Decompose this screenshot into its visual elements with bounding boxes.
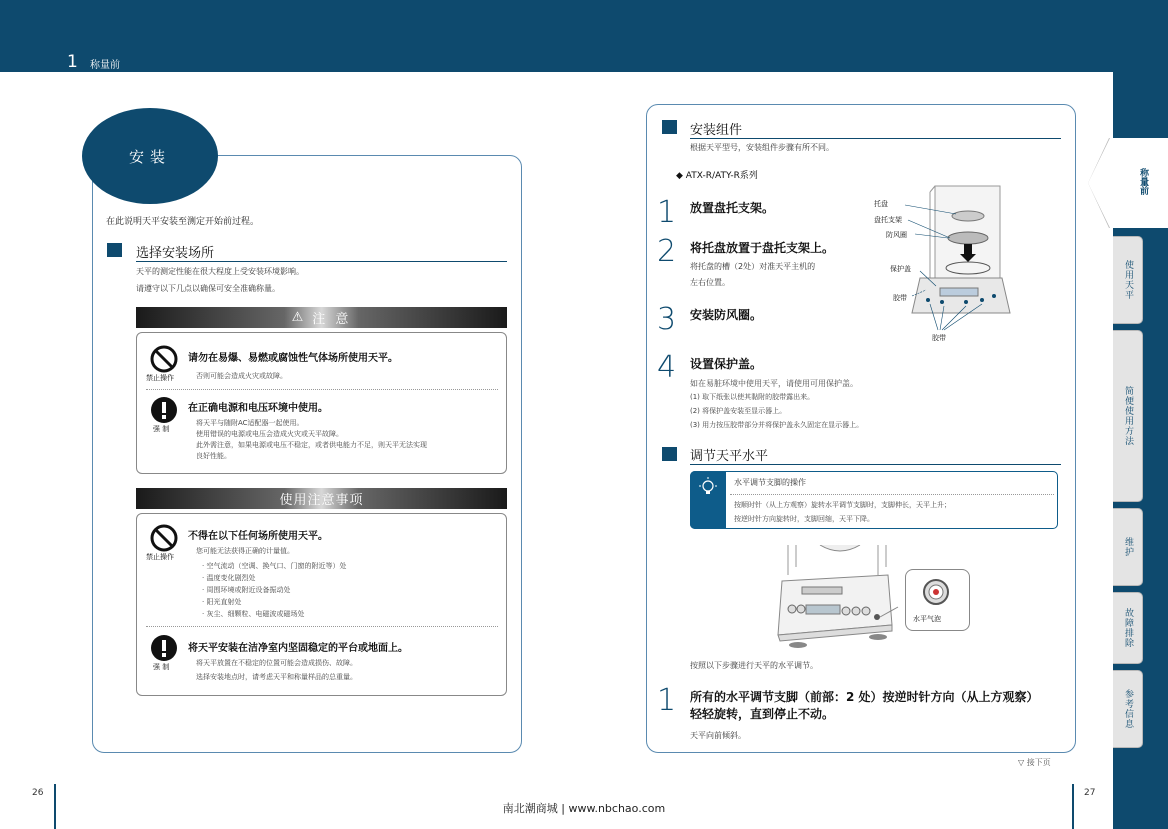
mandatory-icon	[150, 396, 178, 424]
notes-bullet-5: · 灰尘、细颗粒、电磁波或磁场处	[202, 610, 305, 618]
step-number-2: 2	[657, 234, 677, 269]
install-title-oval: 安装	[82, 108, 218, 204]
step-4-line-2: (1) 取下纸张以使其黏附的胶带露出来。	[690, 393, 815, 401]
step-4-line-3: (2) 将保护盖安装至显示器上。	[690, 407, 787, 415]
divider	[146, 626, 498, 627]
tip-line-1: 按顺时针（从上方观察）旋转水平调节支脚时，支脚伸长，天平上升；	[734, 501, 951, 509]
section-location-line-1: 天平的测定性能在很大程度上受安装环境影响。	[136, 267, 304, 276]
section-marker	[662, 120, 677, 134]
level-step-number: 1	[657, 683, 677, 718]
lightbulb-icon	[697, 476, 719, 498]
section-title-location: 选择安装场所	[136, 242, 507, 262]
caution-item2-line-2: 使用错误的电源或电压会造成火灾或天平故障。	[196, 430, 343, 438]
footer-watermark: 南北潮商城 | www.nbchao.com	[502, 802, 666, 815]
page-number-right: 27	[1084, 788, 1096, 798]
level-step-title-line-2: 轻轻旋转，直到停止不动。	[690, 707, 835, 721]
step-2-line-2: 左右位置。	[690, 278, 730, 287]
tab-before-weighing[interactable]	[1088, 138, 1168, 228]
divider	[146, 389, 498, 390]
notes-bullet-1: · 空气流动（空调、换气口、门窗的附近等）处	[202, 562, 347, 570]
tip-title: 水平调节支脚的操作	[734, 478, 806, 487]
chapter-number: 1	[67, 52, 78, 72]
section-marker	[107, 243, 122, 257]
notes-bar: 使用注意事项	[136, 488, 507, 509]
caution-title: 注 意	[312, 312, 352, 327]
section-title-leveling: 调节天平水平	[690, 445, 1061, 465]
prohibited-label-2: 禁止操作	[146, 553, 174, 561]
step-4-line-1: 如在易脏环境中使用天平，请使用可用保护盖。	[690, 379, 858, 388]
tab-reference[interactable]: 参考信息	[1113, 670, 1143, 748]
prohibited-label-1: 禁止操作	[146, 374, 174, 382]
level-bubble-label: 水平气泡	[913, 615, 941, 623]
caution-item2-line-4: 良好性能。	[196, 452, 231, 460]
label-tape-2: 胶带	[932, 334, 946, 342]
chapter-name: 称量前	[90, 60, 120, 71]
caution-item2-heading: 在正确电源和电压环境中使用。	[188, 403, 328, 414]
tab-troubleshooting[interactable]: 故障排除	[1113, 592, 1143, 664]
notes-bullet-3: · 周围环境或附近设备振动处	[202, 586, 291, 594]
mandatory-label-1: 强 制	[153, 425, 170, 433]
label-tray-holder: 盘托支架	[874, 216, 902, 224]
notes-item2-line-2: 选择安装地点时，请考虑天平和称量样品的总重量。	[196, 673, 357, 681]
prohibited-icon	[150, 524, 178, 552]
level-step-sub: 天平向前倾斜。	[690, 731, 746, 740]
step-title-3: 安装防风圈。	[690, 308, 763, 322]
notes-item1-sub: 您可能无法获得正确的计量值。	[196, 547, 294, 555]
tip-line-2: 按逆时针方向旋转时，支脚回缩，天平下降。	[734, 515, 874, 523]
step-title-2: 将托盘放置于盘托支架上。	[690, 241, 835, 255]
mandatory-label-2: 强 制	[153, 663, 170, 671]
step-title-1: 放置盘托支架。	[690, 201, 775, 215]
notes-bullet-4: · 阳光直射处	[202, 598, 242, 606]
section-title-assembly: 安装组件	[690, 119, 1061, 139]
step-number-4: 4	[657, 350, 677, 385]
step-2-line-1: 将托盘的槽（2处）对准天平主机的	[690, 262, 816, 271]
tab-maintenance[interactable]: 维护	[1113, 508, 1143, 586]
section-location-line-2: 请遵守以下几点以确保可安全准确称量。	[136, 284, 280, 293]
page-number-left: 26	[32, 788, 44, 798]
series-label: ◆ ATX-R/ATY-R系列	[676, 171, 758, 181]
warning-icon: ⚠	[291, 310, 307, 325]
step-title-4: 设置保护盖。	[690, 357, 763, 371]
next-page-link[interactable]: ▽ 接下页	[1018, 758, 1051, 767]
notes-item2-heading: 将天平安装在洁净室内坚固稳定的平台或地面上。	[188, 643, 408, 654]
step-number-3: 3	[657, 302, 677, 337]
assembly-note: 根据天平型号，安装组件步骤有所不同。	[690, 143, 834, 152]
caution-item1-line-1: 否则可能会造成火灾或故障。	[196, 372, 287, 380]
mandatory-icon	[150, 634, 178, 662]
notes-item2-line-1: 将天平放置在不稳定的位置可能会造成损伤、故障。	[196, 659, 357, 667]
tab-using-balance[interactable]: 使用天平	[1113, 236, 1143, 324]
label-tray: 托盘	[874, 200, 888, 208]
caution-item1-heading: 请勿在易爆、易燃或腐蚀性气体场所使用天平。	[188, 353, 398, 364]
level-bubble-icon	[922, 578, 950, 606]
prohibited-icon	[150, 345, 178, 373]
balance-assembly-diagram	[870, 178, 1015, 348]
label-windshield: 防风圈	[886, 231, 907, 239]
caution-item2-line-3: 此外需注意，如果电源或电压不稳定，或者供电能力不足，则天平无法实现	[196, 441, 427, 449]
intro-text: 在此说明天平安装至测定开始前过程。	[106, 217, 260, 227]
label-cover: 保护盖	[890, 265, 911, 273]
level-step-title-line-1: 所有的水平调节支脚（前部：2 处）按逆时针方向（从上方观察）	[690, 690, 1039, 704]
caution-item2-line-1: 将天平与随附AC适配器一起使用。	[196, 419, 304, 427]
caution-bar	[136, 307, 507, 328]
divider	[730, 494, 1054, 495]
notes-bullet-2: · 温度变化剧烈处	[202, 574, 256, 582]
tab-quick-guide[interactable]: 简便使用方法	[1113, 330, 1143, 502]
label-tape: 胶带	[893, 294, 907, 302]
tab-before-weighing-label: 称量前	[1138, 168, 1148, 195]
step-4-line-4: (3) 用力按压胶带部分并将保护盖永久固定在显示器上。	[690, 421, 864, 429]
notes-item1-heading: 不得在以下任何场所使用天平。	[188, 531, 328, 542]
section-marker	[662, 447, 677, 461]
leveling-instruction: 按照以下步骤进行天平的水平调节。	[690, 661, 818, 670]
chapter-header-band	[0, 0, 1168, 72]
step-number-1: 1	[657, 195, 677, 230]
